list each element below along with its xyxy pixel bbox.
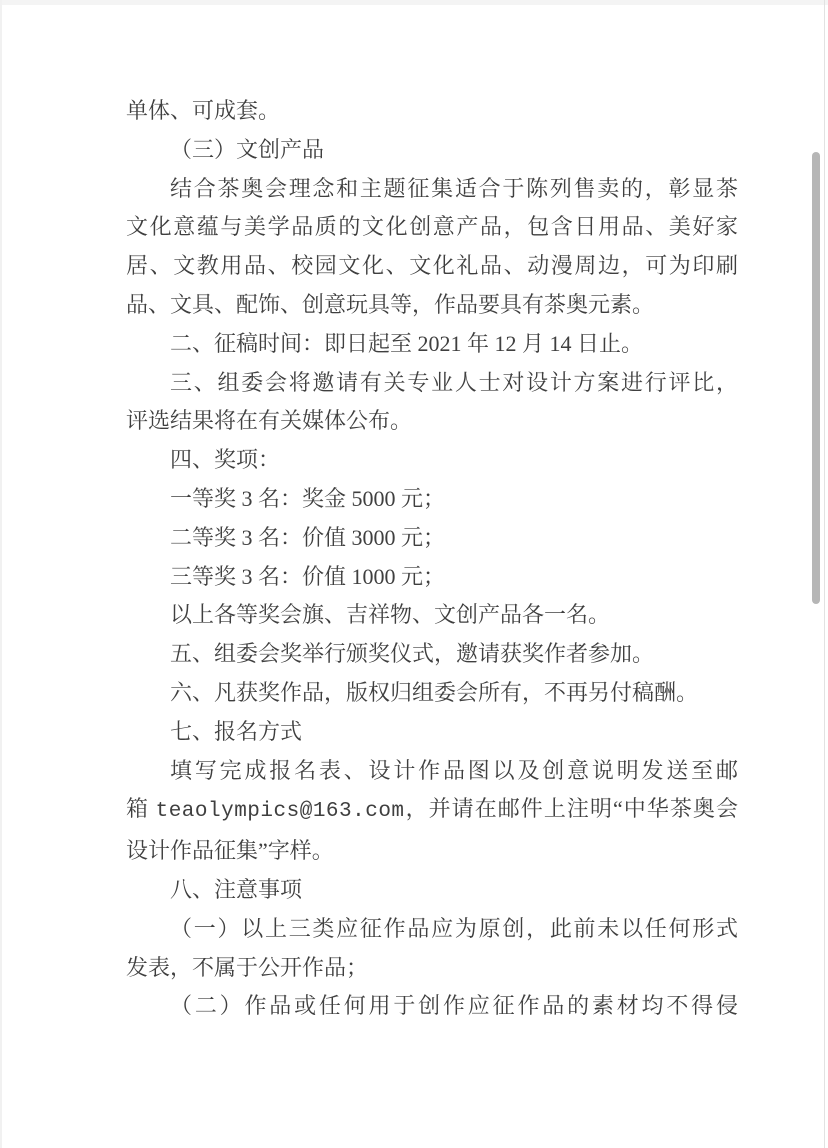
text-run: ，并请在邮件上注明“中华茶奥会	[404, 796, 738, 822]
text-line	[126, 713, 738, 752]
text-line	[126, 480, 738, 519]
text-run: （二）作品或任何用于创作应征作品的素材均不得侵	[170, 993, 738, 1019]
text-line	[126, 558, 738, 597]
text-run: 单体、可成套。	[126, 98, 281, 123]
text-run: 五、组委会奖举行颁奖仪式，邀请获奖作者参加。	[170, 641, 655, 667]
text-run: 四、奖项：	[170, 447, 281, 473]
scrollbar-thumb[interactable]	[812, 152, 820, 604]
text-run: 二等奖 3 名：价值 3000 元；	[170, 524, 446, 550]
text-run: 七、报名方式	[170, 718, 303, 744]
text-run: 以上各等奖会旗、吉祥物、文创产品各一名。	[170, 602, 611, 628]
text-run: 发表，不属于公开作品；	[126, 954, 369, 980]
text-line	[126, 441, 738, 480]
text-line	[126, 752, 738, 791]
text-line	[126, 364, 738, 403]
text-run: 品、文具、配饰、创意玩具等，作品要具有茶奥元素。	[126, 291, 655, 317]
text-run: 一等奖 3 名：奖金 5000 元；	[170, 485, 446, 511]
text-run: 填写完成报名表、设计作品图以及创意说明发送至邮	[170, 757, 738, 783]
text-run: 箱	[126, 796, 156, 822]
text-run: （一）以上三类应征作品应为原创，此前未以任何形式	[170, 915, 738, 941]
text-line	[126, 635, 738, 674]
text-run: 八、注意事项	[170, 876, 303, 902]
text-line	[126, 987, 738, 1026]
text-line	[126, 596, 738, 635]
page-left-edge	[0, 0, 2, 1148]
text-line	[126, 871, 738, 910]
email-address: teaolympics@163.com	[155, 800, 405, 824]
text-line	[126, 910, 738, 949]
text-run: 二、征稿时间：即日起至 2021 年 12 月 14 日止。	[170, 330, 644, 356]
text-line	[126, 949, 738, 988]
text-line	[126, 131, 738, 170]
text-line	[126, 92, 738, 131]
text-run: 三等奖 3 名：价值 1000 元；	[170, 563, 446, 589]
text-line	[126, 674, 738, 713]
text-run: 居、文教用品、校园文化、文化礼品、动漫周边，可为印刷	[126, 253, 738, 279]
text-line	[126, 208, 738, 247]
text-line	[126, 170, 738, 209]
page-right-edge	[824, 0, 825, 1148]
text-line	[126, 832, 738, 871]
document-page	[126, 92, 738, 1026]
text-run: （三）文创产品	[170, 136, 325, 162]
text-line	[126, 286, 738, 325]
page-top-edge	[0, 0, 828, 5]
text-run: 六、凡获奖作品，版权归组委会所有，不再另付稿酬。	[170, 679, 699, 705]
text-line	[126, 790, 738, 832]
scrollbar-track[interactable]	[808, 0, 824, 1148]
text-line	[126, 402, 738, 441]
text-run: 设计作品征集”字样。	[126, 838, 334, 864]
text-run: 文化意蕴与美学品质的文化创意产品，包含日用品、美好家	[126, 214, 738, 240]
text-line	[126, 247, 738, 286]
text-run: 结合茶奥会理念和主题征集适合于陈列售卖的，彰显茶	[170, 175, 738, 201]
text-run: 评选结果将在有关媒体公布。	[126, 408, 413, 434]
text-line	[126, 325, 738, 364]
text-line	[126, 519, 738, 558]
text-run: 三、组委会将邀请有关专业人士对设计方案进行评比，	[170, 369, 738, 395]
